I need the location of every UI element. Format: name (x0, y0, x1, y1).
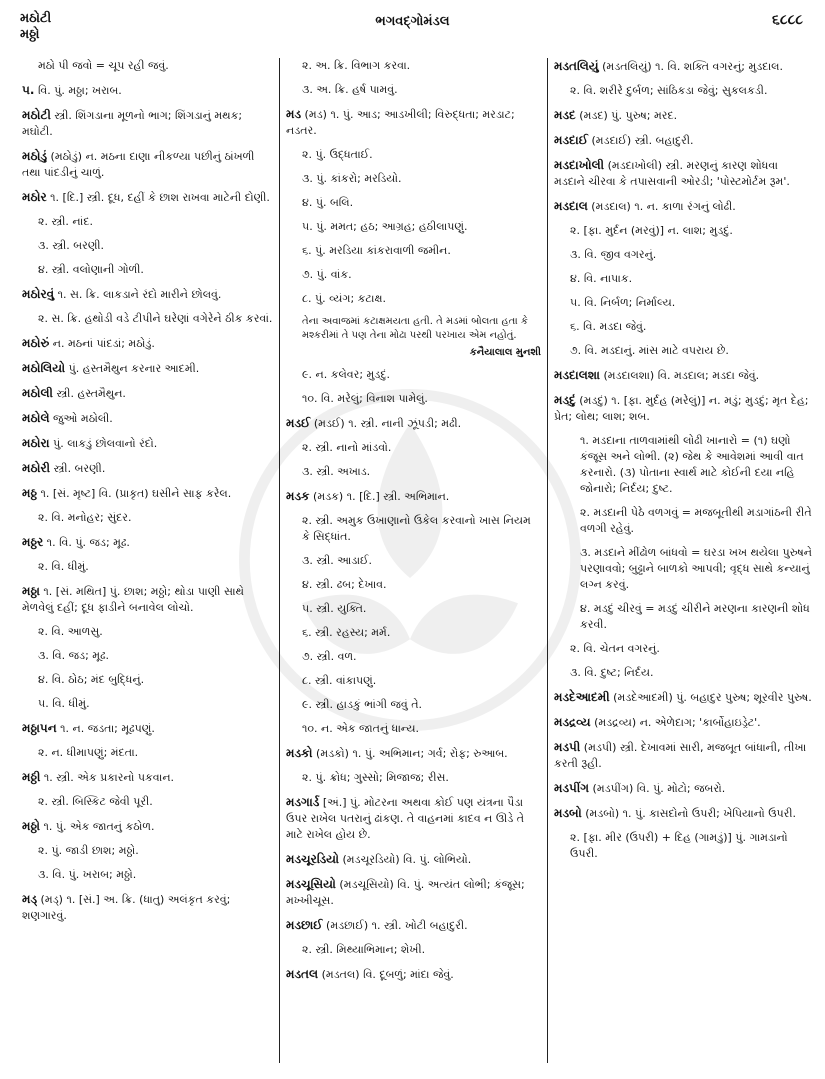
headword: મડગાર્ડ (286, 795, 320, 809)
dictionary-entry: ૪. મડદું ચીરવું = મડદું ચીરીને મરણના કારણની શોધ કરવી. (580, 602, 810, 631)
headword: ૫. (22, 83, 35, 97)
dictionary-entry: ૧૦. વિ. મરેલું; વિનાશ પામેલું. (302, 392, 428, 405)
dictionary-entry: ૨. પું. ઉદ્ધતાઈ. (302, 148, 373, 161)
column-3 (554, 58, 812, 1068)
column-1 (22, 58, 274, 1068)
dictionary-entry: ૯. ન. કલેવર; મુડદું. (302, 368, 390, 381)
dictionary-entry: મડદ (મડદ) પું. પુરુષ; મરદ. (554, 108, 678, 122)
dictionary-entry: મડઈ (મડઈ) ૧. સ્ત્રી. નાની ઝૂંપડી; મઢી. (286, 416, 462, 430)
headword: મડકો (286, 746, 313, 760)
dictionary-entry: મડચૂસિયો (મડચૂસિયો) વિ. પું. અત્યંત લોભી; કંજૂસ; મખ્ખીચૂસ. (286, 877, 525, 907)
dictionary-entry: ૩. પું. કાંકરો; મરડિયો. (302, 172, 402, 185)
dictionary-entry: ૨. ન. ધીમાપણું; મંદતા. (38, 746, 139, 759)
running-title: ભગવદ્ગોમંડલ (375, 14, 450, 29)
headword: મડતલિયું (554, 59, 599, 73)
dictionary-entry: ૭. વિ. મડદાનું. માંસ માટે વપરાય છે. (570, 344, 729, 357)
dictionary-entry: ૨. સ્ત્રી. અમુક ઉખાણાનો ઉકેલ કરવાનો ખાસ નિયમ કે સિદ્ધાંત. (302, 514, 531, 543)
dictionary-entry: ૩. સ્ત્રી. આડાઈ. (302, 554, 373, 567)
dictionary-entry: ૨. સ્ત્રી. બિસ્કિટ જેવી પૂરી. (38, 795, 153, 808)
dictionary-entry: ૨. સ્ત્રી. નાંદ. (38, 215, 93, 228)
page-number: ૬૮૮૮ (772, 12, 803, 28)
dictionary-entry: મડક (મડક) ૧. [દિ.] સ્ત્રી. અભિમાન. (286, 489, 450, 503)
headword: મડચૂસિયો (286, 877, 336, 891)
dictionary-entry: મડદું (મડદું) ૧. [ફા. મુર્દહ (મરેલું)] ન. મડું; મુડદું; મૃત દેહ; પ્રેત; લોથ; લાશ; શબ. (554, 393, 809, 423)
dictionary-entry: મડ્ (મડ્) ૧. [સં.] અ. ક્રિ. (ધાતુ) અલંકૃત કરવું; શણગારવું. (22, 892, 231, 922)
column-rule-1 (279, 58, 280, 1063)
dictionary-entry: ૩. વિ. પું. ખરાબ; મઠ્ઠો. (38, 868, 137, 881)
headword: મઠ્ઠો (22, 819, 40, 833)
dictionary-entry: ૫. વિ. ધીમું. (38, 697, 90, 710)
dictionary-entry: મડગાર્ડ [અં.] પું. મોટરના અથવા કોઈ પણ યંત્રના પૈડા ઉપર રાખેલ પતરાનું ઢાંકણ. તે વાહનમાં કાદવ ન ઊડે તે માટે રાખેલ હોય છે. (286, 795, 525, 841)
dictionary-entry: ૨. વિ. ધીમું. (38, 560, 89, 573)
dictionary-entry: ૨. વિ. મનોહર; સુંદર. (38, 511, 132, 524)
dictionary-entry: ૨. વિ. ચેતન વગરનું. (570, 642, 660, 655)
headword: મઠોટી (22, 108, 51, 122)
headword: મડદું (554, 393, 576, 407)
dictionary-entry: ૩. મડદાને મીંઢોળ બાંધવો = ઘરડા ખખ થયેલા પુરુષને પરણાવવો; બુઢ્ઢાને બાળકો આપવી; વૃદ્ધ સાથે કન્યાનું લગ્ન કરવું. (580, 546, 812, 591)
headword: મડદ્રવ્ય (554, 715, 591, 729)
headword: મઠોલે (22, 411, 50, 425)
headword: મડદેઆદમી (554, 690, 610, 704)
dictionary-entry: મડ (મડ) ૧. પું. આડ; આડખીલી; વિરુદ્ધતા; મરડાટ; નડતર. (286, 107, 515, 137)
dictionary-entry: મઠોરું ન. મઠનાં પાંદડાં; મઠોડું. (22, 336, 155, 350)
headword: મઠ્ઠ (22, 486, 37, 500)
dictionary-entry: ૨. [ફા. મીર (ઉપરી) + દિહ (ગામડું)] પું. ગામડાનો ઉપરી. (570, 831, 788, 860)
dictionary-entry: મડપી (મડપી) સ્ત્રી. દેખાવમાં સારી, મજબૂત બાંધાની, તીખા કરતી રૂહી. (554, 740, 807, 770)
headword: મડચૂરડિયો (286, 852, 339, 866)
dictionary-entry: ૩. અ. ક્રિ. હર્ષ પામવું. (302, 83, 398, 96)
dictionary-entry: મઠોર ૧. [દિ.] સ્ત્રી. દૂધ, દહીં કે છાશ રાખવા માટેની દોણી. (22, 190, 270, 204)
dictionary-entry: મડપીંગ (મડપીંગ) વિ. પું. મોટો; જબરો. (554, 781, 726, 795)
dictionary-entry: ૪. પું. બલિ. (302, 196, 354, 209)
dictionary-entry: ૭. પું. વાંક. (302, 268, 352, 281)
dictionary-entry: મઠોરા પું. લાકડું છોલવાનો રંદો. (22, 436, 158, 450)
dictionary-entry: મડબો (મડબો) ૧. પું. કાસદોનો ઉપરી; ખેપિયાનો ઉપરી. (554, 806, 796, 820)
headword: મડ (286, 107, 302, 121)
headword: મઠોરવું (22, 287, 55, 301)
headword: મઠોરું (22, 336, 50, 350)
headword: મડદાખોલી (554, 158, 605, 172)
dictionary-entry: ૪. વિ. નાપાક. (570, 272, 633, 285)
dictionary-entry: ૨. મડદાની પેઠે વળગવું = મજબૂતીથી મડાગાંઠની રીતે વળગી રહેવું. (580, 506, 812, 535)
dictionary-entry: ૨. પું. જાડી છાશ; મઠ્ઠો. (38, 844, 139, 857)
dictionary-entry: ૬. પું. મરડિયા કાંકરાવાળી જમીન. (302, 244, 451, 257)
dictionary-entry: ૧. મડદાના તાળવામાંથી લોઢી ખાનારો = (૧) ઘણો કંજૂસ અને લોભી. (૨) જેથ કે આવેશમાં આવી વાત કરનારો. (૩) પોતાના સ્વાર્થ માટે કોઈની દયા નહિ જોનારો; નિર્દય; દુષ્ટ. (580, 434, 804, 495)
dictionary-entry: મઠ્ઠી ૧. સ્ત્રી. એક પ્રકારનો પકવાન. (22, 770, 175, 784)
dictionary-entry: મઠ્ઠાપન ૧. ન. જડતા; મૂઢપણું. (22, 721, 155, 735)
dictionary-entry: મઠોટી સ્ત્રી. શિંગડાના મૂળનો ભાગ; શિંગડાનું મથક; મઘોટી. (22, 108, 243, 138)
headword: મઠોર (22, 190, 47, 204)
dictionary-entry: ૩. વિ. જીવ વગરનું. (570, 248, 657, 261)
headword: મડતલ (286, 967, 319, 981)
dictionary-entry: ૨. સ. ક્રિ. હથોડી વડે ટીપીને ઘરેણાં વગેરેને ઠીક કરવાં. (38, 312, 273, 325)
dictionary-entry: ૩. સ્ત્રી. બરણી. (38, 239, 105, 252)
dictionary-entry: ૮. સ્ત્રી. વાંકાપણું. (302, 674, 377, 687)
headword: મઠોરી (22, 461, 51, 475)
dictionary-entry: મડકો (મડકો) ૧. પું. અભિમાન; ગર્વ; રોફ; રુઆબ. (286, 746, 508, 760)
dictionary-entry: ૨. વિ. શરીરે દુર્બળ; સાંઠિકડા જેવું; સુકલકડી. (570, 84, 768, 97)
dictionary-entry: ૬. સ્ત્રી. રહસ્ય; મર્મ. (302, 626, 391, 639)
headword: મડપીંગ (554, 781, 590, 795)
dictionary-entry: મઠોરી સ્ત્રી. બરણી. (22, 461, 106, 475)
dictionary-entry: ૯. સ્ત્રી. હાડકું ભાંગી જવું તે. (302, 698, 423, 711)
headword: મઠ્ઠાપન (22, 721, 57, 735)
page-header (0, 0, 825, 40)
headword: મડછાઈ (286, 918, 323, 932)
headword: મડબો (554, 806, 582, 820)
dictionary-entry: મઠ્ઠો ૧. પું. એક જાતનું કઠોળ. (22, 819, 155, 833)
dictionary-entry: ૨. અ. ક્રિ. વિભાગ કરવા. (302, 59, 411, 72)
dictionary-entry: મડદેઆદમી (મડદેઆદમી) પું. બહાદુર પુરુષ; શૂરવીર પુરુષ. (554, 690, 812, 704)
guide-word-last: મઠ્ઠો (20, 27, 40, 42)
dictionary-entry: મઠ્ઠ ૧. [સં. મૃષ્ટ] વિ. (પ્રાકૃત) ઘસીને સાફ કરેલ. (22, 486, 232, 500)
dictionary-entry: મઠોલિયો પું. હસ્તમૈથુન કરનાર આદમી. (22, 361, 200, 375)
column-2 (286, 58, 541, 1068)
dictionary-entry: મઠો પી જવો = ચૂપ રહી જવું. (38, 59, 169, 72)
dictionary-entry: મઠોડું (મઠોડું) ન. મઠના દાણા નીકળ્યા પછીનું ઠાંખળી તથા પાંદડીનું ચાળું. (22, 149, 255, 179)
dictionary-entry: ૨. પું. ક્રોધ; ગુસ્સો; મિજાજ; રીસ. (302, 771, 449, 784)
headword: મડદ (554, 108, 576, 122)
dictionary-entry: ૭. સ્ત્રી. વળ. (302, 650, 357, 663)
dictionary-entry: મઠ્ઠા ૧. [સં. મથિત] પું. છાશ; મઠ્ઠો; થોડા પાણી સાથે મેળવેલું દહીં; દૂધ ફાડીને બનાવેલ લોચો. (22, 584, 244, 614)
headword: મઠોરા (22, 436, 50, 450)
headword: મઠોલી (22, 386, 53, 400)
dictionary-entry: ૫. વિ. નિર્બળ; નિર્માલ્ય. (570, 296, 676, 309)
dictionary-entry: મડદાલ (મડદાલ) ૧. ન. કાળા રંગનું લોઢી. (554, 199, 736, 213)
dictionary-entry: મઠોલી સ્ત્રી. હસ્તમૈથુન. (22, 386, 126, 400)
dictionary-entry: ૩. વિ. દુષ્ટ; નિર્દય. (570, 666, 654, 679)
column-rule-2 (547, 58, 548, 1063)
dictionary-entry: ૩. વિ. જડ; મૂઢ. (38, 649, 110, 662)
dictionary-entry: મડછાઈ (મડછાઈ) ૧. સ્ત્રી. ખોટી બહાદુરી. (286, 918, 468, 932)
headword: મઠોડું (22, 149, 48, 163)
dictionary-entry: ૨. વિ. આળસુ. (38, 625, 103, 638)
headword: મડદાલશા (554, 368, 600, 382)
dictionary-entry: ૪. સ્ત્રી. વલોણાની ગોળી. (38, 263, 144, 276)
dictionary-entry: મડદાખોલી (મડદાખોલી) સ્ત્રી. મરણનું કારણ શોધવા મડદાને ચીરવા કે તપાસવાની ઓરડી; 'પોસ્ટમોર્ટમ રૂમ'. (554, 158, 790, 188)
dictionary-entry: ૪. સ્ત્રી. ઢબ; દેખાવ. (302, 578, 387, 591)
dictionary-entry: ૪. વિ. ઠોઠ; મંદ બુદ્ધિનું. (38, 673, 145, 686)
headword: મડદાલ (554, 199, 588, 213)
dictionary-entry: ૨. સ્ત્રી. નાનો માંડવો. (302, 441, 392, 454)
dictionary-entry: મઠોરવું ૧. સ. ક્રિ. લાકડાને રંદો મારીને છોલવું. (22, 287, 222, 301)
dictionary-entry: ૫. પું. મમત; હઠ; આગ્રહ; હઠીલાપણું. (302, 220, 468, 233)
headword: મડદાઈ (554, 133, 588, 147)
usage-quote: તેના અવાજમાં કટાક્ષમયતા હતી. તે મડમાં બોલતા હતા કે મશ્કરીમાં તે પણ તેના મોઢા પરથી પરખાય એમ નહોતું. (302, 316, 528, 341)
headword: મડ્ (22, 892, 38, 906)
quote-author: કનૈયાલાલ મુનશી (469, 347, 541, 358)
headword: મડક (286, 489, 310, 503)
dictionary-entry: મડતલ (મડતલ) વિ. દૂબળું; માંદા જેવું. (286, 967, 454, 981)
dictionary-entry: ૨. [ફા. મુર્દન (મરવું)] ન. લાશ; મુડદું. (570, 224, 733, 237)
dictionary-entry: મડચૂરડિયો (મડચૂરડિયો) વિ. પું. લોભિયો. (286, 852, 472, 866)
headword: મઠ્ઠા (22, 584, 40, 598)
dictionary-entry: મઠ્ઠર ૧. વિ. પું. જડ; મૂઢ. (22, 535, 130, 549)
dictionary-entry: ૫. વિ. પું. મઠ્ઠા; ખરાબ. (22, 83, 122, 97)
headword: મઠ્ઠર (22, 535, 44, 549)
dictionary-entry: ૩. સ્ત્રી. અખાડ. (302, 465, 371, 478)
dictionary-entry: મડતલિયું (મડતલિયું) ૧. વિ. શક્તિ વગરનું; મુડદાલ. (554, 59, 783, 73)
headword: મડપી (554, 740, 581, 754)
dictionary-entry: મઠોલે જુઓ મઠોલી. (22, 411, 113, 425)
dictionary-entry: ૧૦. ન. એક જાતનું ધાન્ય. (302, 722, 419, 735)
dictionary-entry: ૮. પું. વ્યંગ; કટાક્ષ. (302, 292, 386, 305)
dictionary-entry: ૬. વિ. મડદા જેવું. (570, 320, 647, 333)
dictionary-entry: મડદ્રવ્ય (મડદ્રવ્ય) ન. એળેદાગ; 'કાર્બોહાઇડ્રેટ'. (554, 715, 761, 729)
headword: મઠોલિયો (22, 361, 66, 375)
dictionary-entry: ૨. સ્ત્રી. મિથ્યાભિમાન; શેખી. (302, 943, 426, 956)
guide-word-first: મઠોટી (20, 11, 52, 26)
dictionary-entry: મડદાલશા (મડદાલશા) વિ. મડદાલ; મડદા જેવું. (554, 368, 760, 382)
dictionary-entry: મડદાઈ (મડદાઈ) સ્ત્રી. બહાદુરી. (554, 133, 694, 147)
headword: મઠ્ઠી (22, 770, 41, 784)
headword: મડઈ (286, 416, 311, 430)
dictionary-entry: ૫. સ્ત્રી. યુક્તિ. (302, 602, 367, 615)
